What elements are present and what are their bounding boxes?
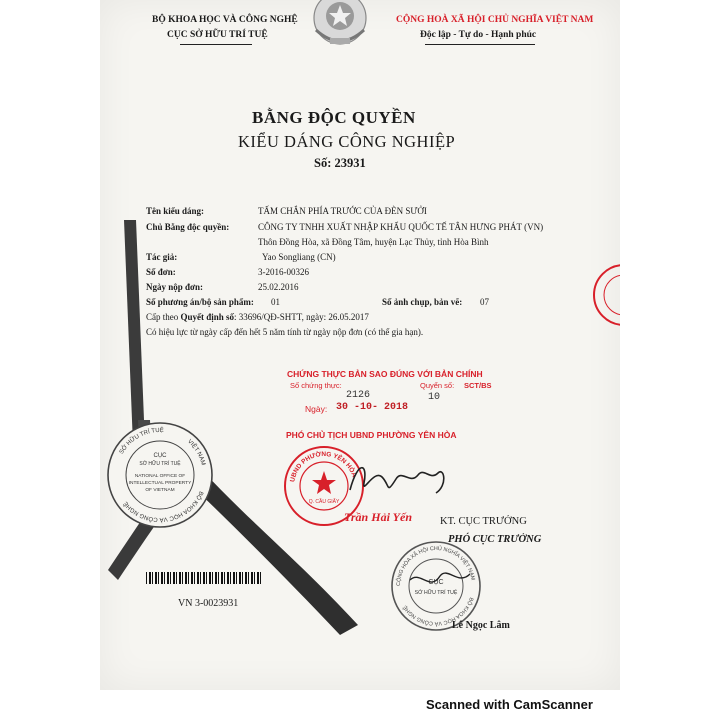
ip-seal-ring-top: CỘNG HÒA XÃ HỘI CHỦ NGHĨA VIỆT NAM (395, 545, 476, 587)
national-emblem-icon (300, 0, 380, 60)
left-seal-ring-bottom: BỘ KHOA HỌC VÀ CÔNG NGHỆ (122, 490, 204, 523)
owner-value: CÔNG TY TNHH XUẤT NHẬP KHẨU QUỐC TẾ TÂN HƯNG PHÁT (VN) (258, 222, 544, 232)
design-name-label: Tên kiểu dáng: (146, 206, 205, 216)
motto-underline (425, 44, 535, 45)
signer-name: Lê Ngọc Lâm (452, 620, 510, 631)
certificate-page (100, 0, 620, 690)
official-title: PHÓ CHỦ TỊCH UBND PHƯỜNG YÊN HÒA (286, 430, 457, 440)
design-name-value: TẤM CHẮN PHÍA TRƯỚC CỦA ĐÈN SƯỞI (258, 206, 427, 216)
handwritten-ten: 10 (428, 392, 441, 403)
left-seal-abbr-2: SỞ HỮU TRÍ TUỆ (139, 461, 181, 467)
owner-address: Thôn Đồng Hòa, xã Đồng Tâm, huyện Lạc Thủy, tỉnh Hòa Bình (258, 237, 489, 247)
validity-statement: Có hiệu lực từ ngày cấp đến hết 5 năm tính từ ngày nộp đơn (có thể gia hạn). (146, 327, 424, 337)
ward-seal-inner: Q. CẦU GIẤY (308, 499, 340, 505)
book-label: Quyển số: (420, 381, 455, 390)
motto: Độc lập - Tự do - Hạnh phúc (420, 30, 537, 40)
decision-prefix: Cấp theo (146, 312, 179, 322)
variants-label: Số phương án/bộ sản phẩm: (146, 297, 254, 307)
certificate-subtitle: KIỂU DÁNG CÔNG NGHIỆP (238, 132, 456, 151)
application-number-label: Số đơn: (146, 267, 176, 277)
left-seal-ring-top: SỞ HỮU TRÍ TUỆ (118, 427, 164, 456)
left-seal-inner-1: NATIONAL OFFICE OF (134, 474, 186, 479)
ip-seal-ring-bottom: BỘ KHOA HỌC VÀ CÔNG NGHỆ (402, 596, 475, 627)
decision-value: : 33696/QĐ-SHTT, ngày: 26.05.2017 (234, 312, 369, 322)
decision-label: Quyết định số (180, 312, 235, 322)
scanner-footer: Scanned with CamScanner (426, 697, 593, 712)
handwritten-cert-number: 2126 (346, 390, 371, 401)
cert-number-label: Số chứng thực: (290, 381, 342, 390)
office-name: CỤC SỞ HỮU TRÍ TUỆ (167, 30, 268, 40)
photos-value: 07 (480, 297, 489, 307)
ward-seal-ring-text: UBND PHƯỜNG YÊN HÒA (289, 450, 358, 483)
date-label: Ngày: (305, 404, 328, 414)
owner-label: Chủ Bằng độc quyền: (146, 222, 230, 232)
ip-office-seal-icon (390, 540, 482, 632)
ministry-name: BỘ KHOA HỌC VÀ CÔNG NGHỆ (152, 15, 298, 25)
ip-seal-center-1: CỤC (428, 579, 444, 586)
left-seal-abbr: CỤC (153, 453, 167, 459)
certification-title: CHỨNG THỰC BẢN SAO ĐÚNG VỚI BẢN CHÍNH (287, 369, 483, 379)
author-value: Yao Songliang (CN) (262, 252, 336, 262)
office-underline (180, 44, 252, 45)
left-seal-country: VIỆT NAM (186, 438, 206, 467)
kt-label: KT. CỤC TRƯỞNG (440, 516, 527, 527)
ip-seal-center-2: SỞ HỮU TRÍ TUỆ (414, 590, 458, 596)
left-seal-inner-3: OF VIETNAM (145, 488, 175, 493)
certificate-title: BẰNG ĐỘC QUYỀN (252, 108, 416, 127)
filing-date-value: 25.02.2016 (258, 282, 299, 292)
certificate-number: Số: 23931 (314, 156, 366, 170)
deputy-label: PHÓ CỤC TRƯỞNG (448, 534, 542, 545)
certification-date: 30 -10- 2018 (336, 402, 409, 413)
barcode (146, 572, 261, 584)
edge-seal-icon (590, 260, 620, 330)
serial-number: VN 3-0023931 (178, 598, 239, 609)
application-number-value: 3-2016-00326 (258, 267, 309, 277)
official-signature-name: Trần Hải Yến (344, 510, 413, 524)
photos-label: Số ảnh chụp, bản vẽ: (382, 297, 463, 307)
book-value: SCT/BS (464, 381, 492, 390)
national-ip-office-seal-icon (105, 420, 215, 530)
variants-value: 01 (271, 297, 280, 307)
country-name: CỘNG HOÀ XÃ HỘI CHỦ NGHĨA VIỆT NAM (396, 15, 594, 25)
author-label: Tác giả: (146, 252, 178, 262)
left-seal-inner-2: INTELLECTUAL PROPERTY (128, 481, 192, 486)
filing-date-label: Ngày nộp đơn: (146, 282, 204, 292)
